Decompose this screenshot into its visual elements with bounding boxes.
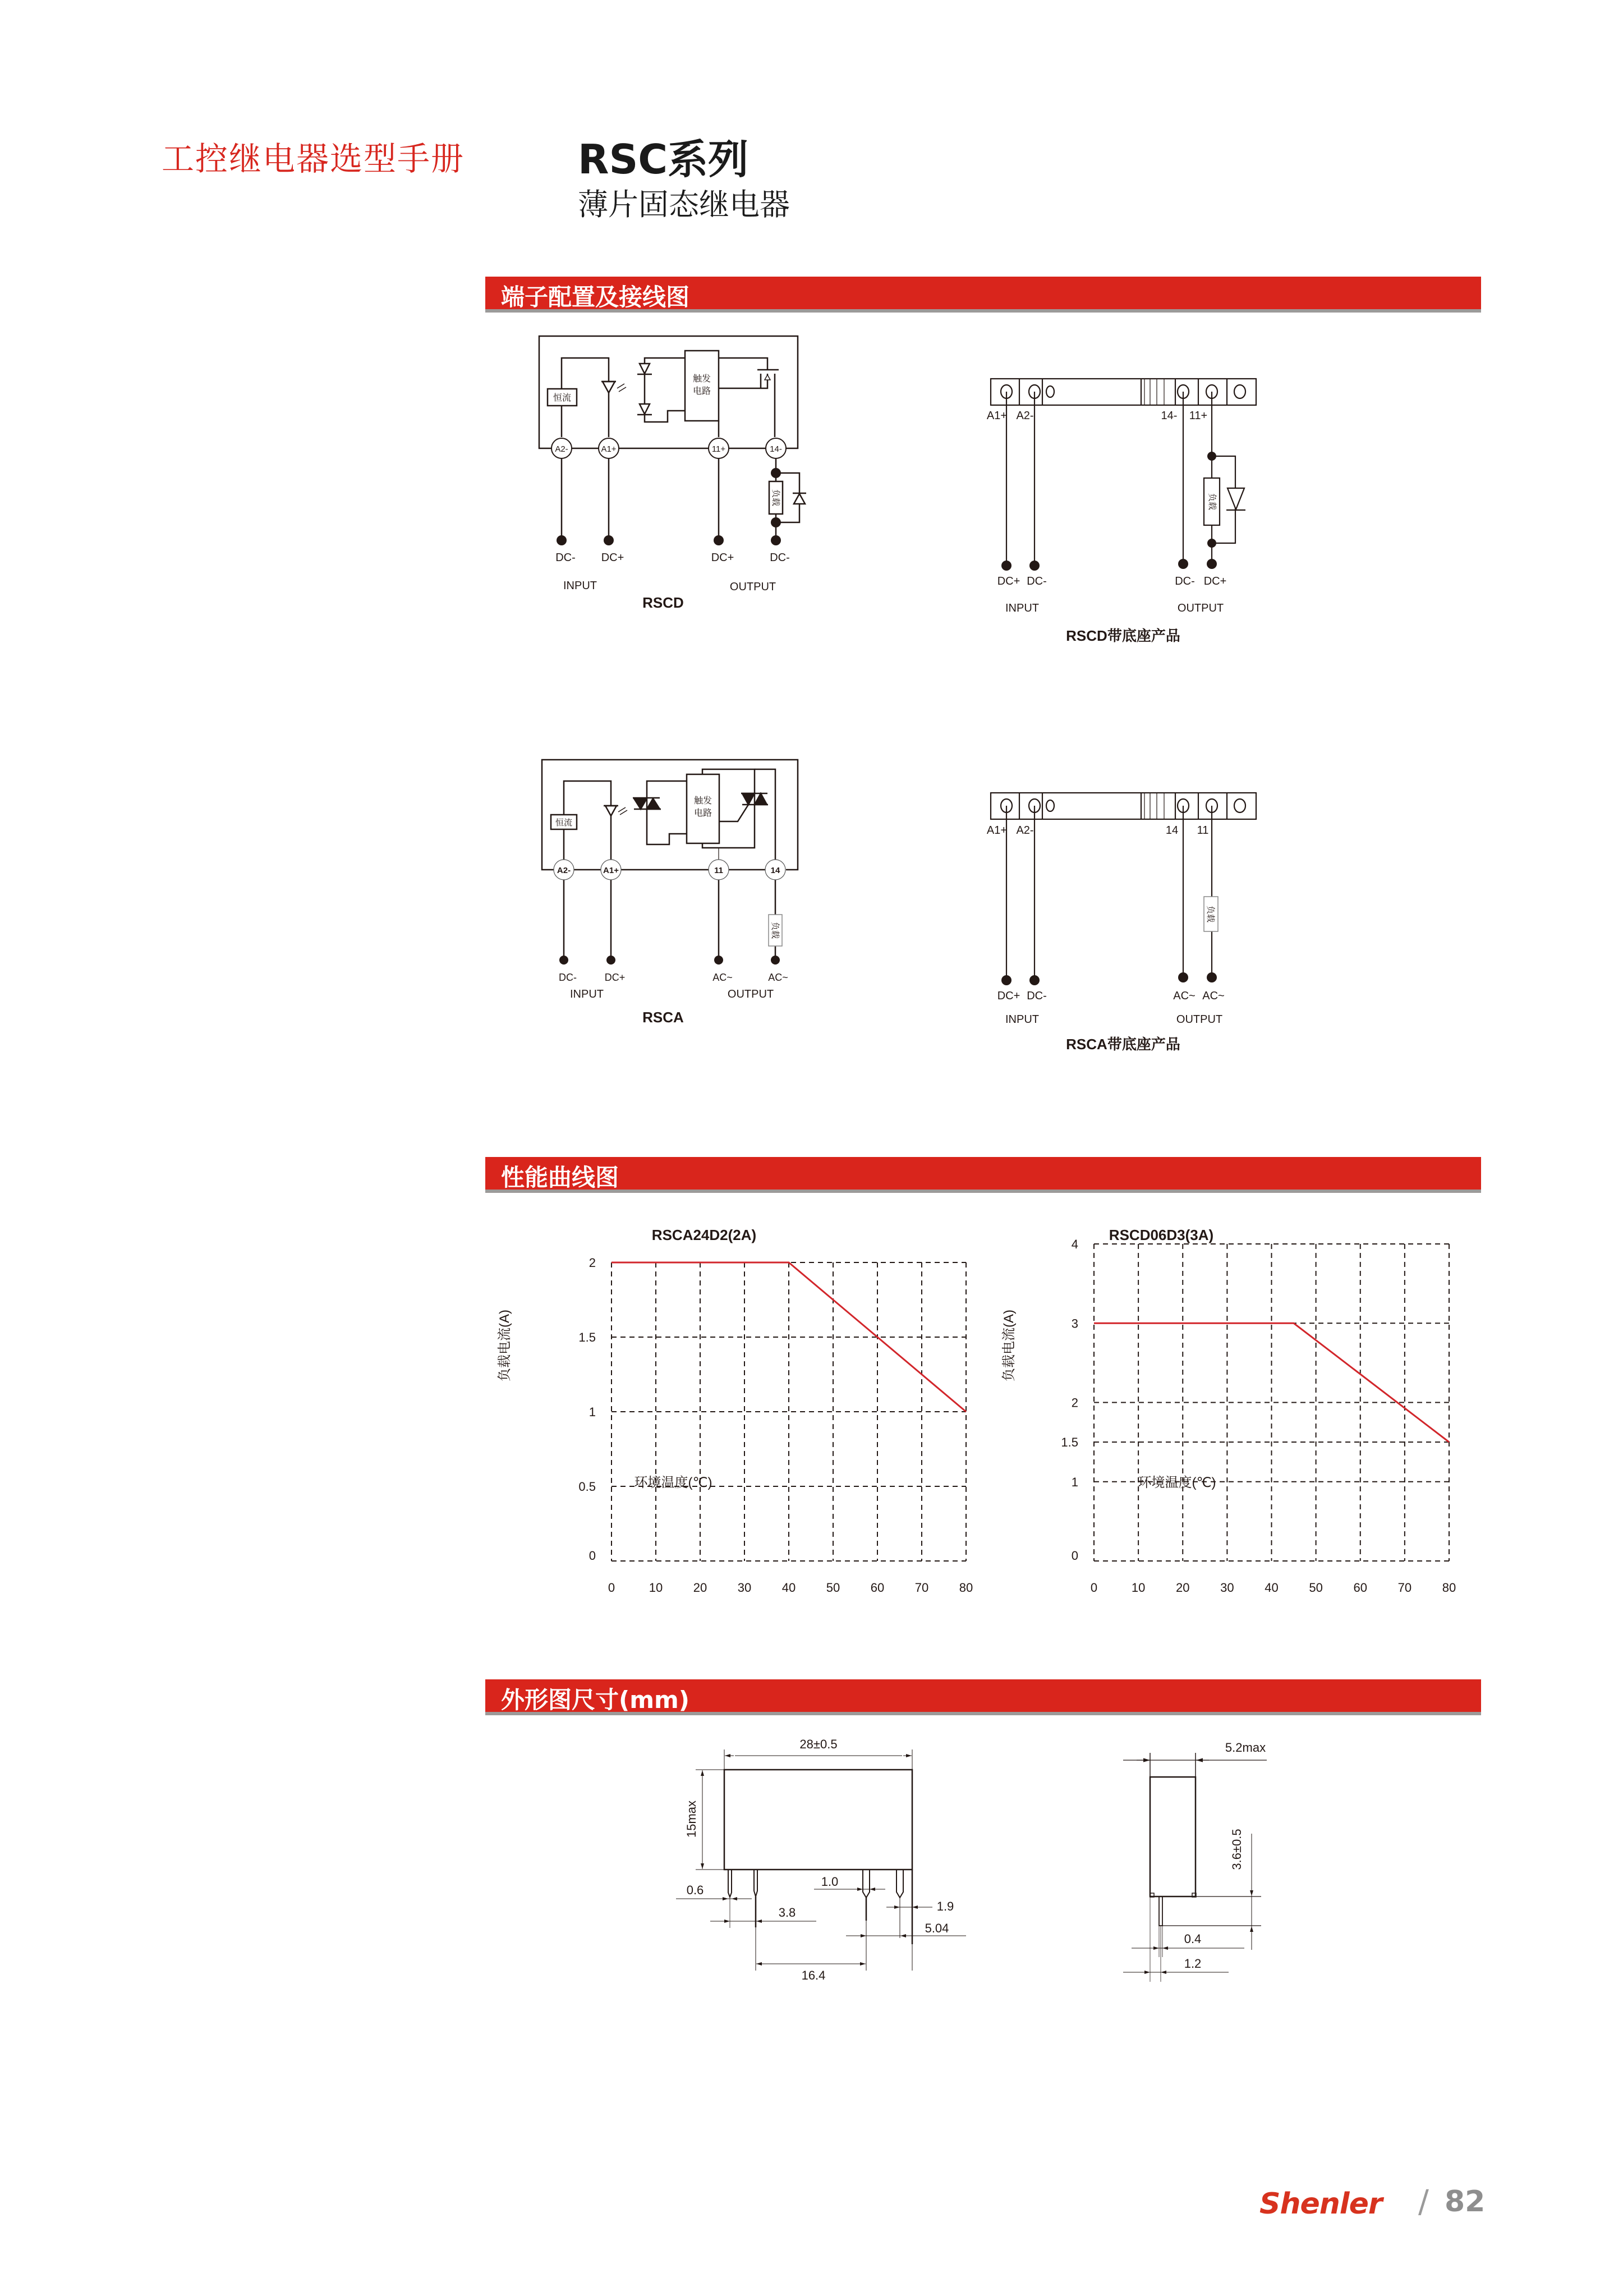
dim-pin-width2: 1.0: [821, 1875, 839, 1889]
base-terminal-1: A1+: [986, 824, 1008, 837]
bottom-label-4: DC-: [770, 552, 790, 564]
x-tick-label: 0: [608, 1581, 615, 1595]
rsca-wiring-diagram: [533, 757, 959, 1150]
load-label: 负载: [1207, 493, 1217, 511]
trigger-label-2: 电路: [692, 387, 711, 396]
base-terminal-4: 11: [1197, 824, 1209, 837]
bottom-label-2: DC-: [1027, 575, 1047, 587]
x-tick-label: 60: [870, 1581, 885, 1595]
series-subtitle: 薄片固态继电器: [578, 187, 790, 222]
x-tick-label: 0: [1090, 1581, 1098, 1595]
terminal-a1: A1+: [603, 866, 619, 875]
input-label: INPUT: [570, 988, 604, 1000]
bottom-label-2: DC+: [604, 972, 626, 983]
section-bar-dimensions: [485, 1679, 1481, 1715]
terminal-a2: A2-: [557, 866, 571, 875]
bottom-label-4: AC~: [768, 972, 788, 983]
chart-rscd06d3: [999, 1218, 1504, 1655]
y-tick-label: 1: [1071, 1475, 1078, 1489]
x-axis-label: 环境温度(℃): [634, 1475, 712, 1490]
section-title-wiring: 端子配置及接线图: [501, 283, 690, 311]
base-terminal-1: A1+: [986, 410, 1008, 422]
terminal-a1: A1+: [601, 444, 617, 454]
rscd-wiring-diagram: [533, 325, 959, 718]
x-tick-label: 40: [1265, 1581, 1279, 1595]
bottom-label-3: AC~: [712, 972, 733, 983]
series-title: RSC系列: [578, 136, 749, 183]
dim-pin-thickness: 0.4: [1184, 1932, 1202, 1946]
bottom-label-1: DC+: [997, 990, 1020, 1002]
dim-pin-spacing-large: 16.4: [801, 1968, 826, 1982]
terminal-14: 14-: [770, 444, 782, 454]
base-terminal-2: A2-: [1016, 410, 1034, 422]
output-label: OUTPUT: [1176, 1013, 1223, 1026]
bottom-label-2: DC+: [601, 552, 624, 564]
input-label: INPUT: [563, 580, 597, 592]
y-tick-label: 0: [588, 1549, 596, 1563]
page-number: 82: [1445, 2185, 1486, 2219]
y-tick-label: 0: [1071, 1549, 1078, 1563]
section-bar-performance: [485, 1157, 1481, 1193]
x-tick-label: 70: [914, 1581, 929, 1595]
x-tick-label: 50: [1309, 1581, 1323, 1595]
section-title-dimensions: 外形图尺寸(mm): [501, 1686, 689, 1714]
dim-pin-width: 0.6: [686, 1883, 704, 1897]
x-tick-label: 30: [737, 1581, 752, 1595]
brand-logo: Shenler: [1259, 2187, 1382, 2221]
chart-rsca24d2: [494, 1218, 999, 1655]
dim-pin-spacing-small: 5.04: [925, 1921, 949, 1935]
bottom-label-3: DC+: [711, 552, 734, 564]
section-bar-wiring: [485, 277, 1481, 313]
terminal-14: 14: [770, 866, 780, 875]
x-tick-label: 70: [1397, 1581, 1412, 1595]
bottom-label-4: DC+: [1203, 575, 1227, 587]
output-label: OUTPUT: [1177, 602, 1224, 614]
x-tick-label: 80: [959, 1581, 973, 1595]
base-terminal-2: A2-: [1016, 824, 1034, 837]
base-terminal-3: 14-: [1161, 410, 1178, 422]
diagram-caption: RSCD: [642, 594, 684, 611]
x-tick-label: 20: [693, 1581, 707, 1595]
chart-title: RSCA24D2(2A): [651, 1227, 757, 1243]
y-tick-label: 2: [588, 1256, 596, 1270]
y-tick-label: 4: [1071, 1237, 1078, 1251]
bottom-label-1: DC+: [997, 575, 1020, 587]
y-axis-label: 负载电流(A): [1001, 1310, 1017, 1381]
terminal-a2: A2-: [555, 444, 568, 454]
x-tick-label: 10: [649, 1581, 663, 1595]
x-tick-label: 40: [781, 1581, 796, 1595]
diagram-caption: RSCD带底座产品: [1066, 627, 1180, 644]
load-label: 负载: [770, 921, 780, 939]
trigger-label-1: 触发: [693, 796, 712, 806]
diagram-caption: RSCA带底座产品: [1066, 1036, 1180, 1053]
dim-thickness: 5.2max: [1225, 1741, 1266, 1755]
dim-pin-offset: 3.8: [778, 1905, 796, 1920]
load-label: 负载: [1206, 905, 1215, 923]
terminal-11: 11+: [711, 444, 726, 454]
base-terminal-3: 14: [1165, 824, 1179, 837]
output-label: OUTPUT: [727, 988, 774, 1000]
y-tick-label: 3: [1071, 1316, 1078, 1331]
x-tick-label: 60: [1353, 1581, 1367, 1595]
rsca-base-diagram: [982, 786, 1487, 1150]
dimension-front-view: [673, 1728, 1066, 2121]
dim-pin-length: 3.6±0.5: [1230, 1829, 1244, 1870]
dim-width: 28±0.5: [799, 1737, 838, 1751]
base-terminal-4: 11+: [1189, 410, 1208, 422]
load-label: 负载: [771, 489, 780, 507]
input-label: INPUT: [1005, 602, 1039, 614]
bottom-label-1: DC-: [559, 972, 577, 983]
section-title-performance: 性能曲线图: [501, 1164, 619, 1191]
dimension-side-view: [1111, 1728, 1335, 2065]
bottom-label-4: AC~: [1202, 990, 1225, 1002]
input-label: INPUT: [1005, 1013, 1039, 1026]
bottom-label-3: DC-: [1175, 575, 1195, 587]
trigger-label-2: 电路: [693, 809, 712, 818]
x-tick-label: 20: [1176, 1581, 1190, 1595]
y-axis-label: 负载电流(A): [497, 1310, 512, 1381]
bottom-label-1: DC-: [555, 552, 576, 564]
bottom-label-3: AC~: [1173, 990, 1196, 1002]
y-tick-label: 1.5: [578, 1330, 596, 1344]
const-current-label: 恒流: [555, 818, 573, 828]
dim-pin-offset: 1.2: [1184, 1957, 1202, 1971]
output-label: OUTPUT: [729, 581, 776, 593]
chart-title: RSCD06D3(3A): [1109, 1227, 1214, 1243]
x-tick-label: 50: [826, 1581, 840, 1595]
terminal-11: 11: [714, 866, 723, 875]
x-tick-label: 80: [1442, 1581, 1456, 1595]
y-tick-label: 0.5: [578, 1480, 596, 1494]
footer-separator: /: [1418, 2184, 1429, 2220]
dim-height: 15max: [684, 1800, 698, 1838]
y-tick-label: 1.5: [1061, 1435, 1078, 1450]
x-axis-label: 环境温度(℃): [1138, 1475, 1216, 1490]
bottom-label-2: DC-: [1027, 990, 1047, 1002]
x-tick-label: 10: [1131, 1581, 1146, 1595]
trigger-label-1: 触发: [692, 374, 711, 384]
manual-title: 工控继电器选型手册: [162, 140, 465, 178]
y-tick-label: 2: [1071, 1395, 1078, 1410]
x-tick-label: 30: [1220, 1581, 1234, 1595]
dim-edge-offset: 1.9: [936, 1899, 954, 1913]
rscd-base-diagram: [982, 365, 1487, 729]
y-tick-label: 1: [588, 1405, 596, 1419]
diagram-caption: RSCA: [642, 1009, 684, 1026]
const-current-label: 恒流: [553, 393, 572, 403]
